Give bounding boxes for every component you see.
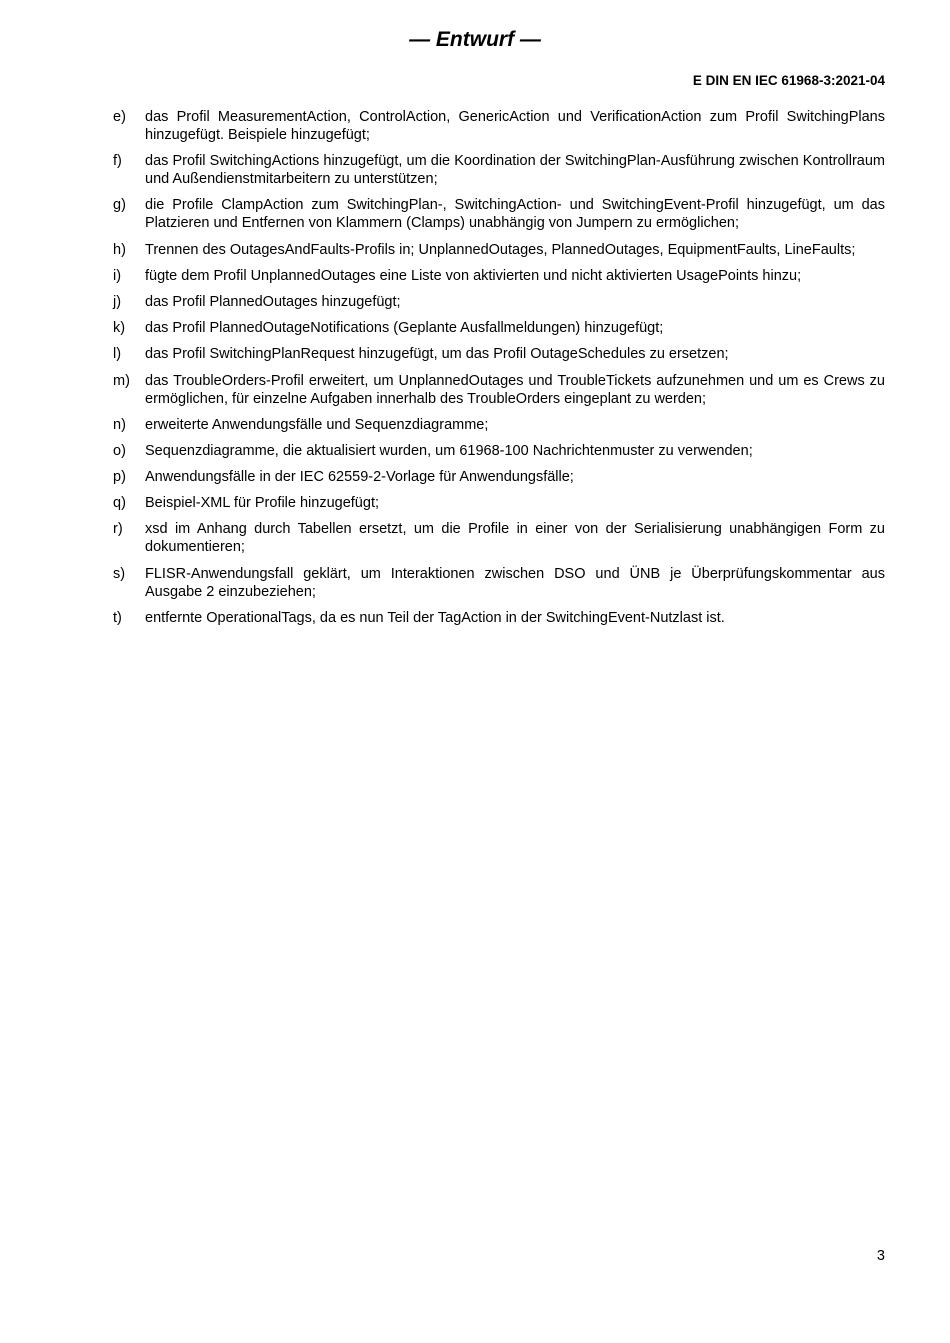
item-text: das Profil SwitchingPlanRequest hinzugefügt, um das Profil OutageSchedules zu ersetzen; (145, 346, 729, 363)
item-letter: j) (113, 293, 122, 310)
item-text: Sequenzdiagramme, die aktualisiert wurden, um 61968-100 Nachrichtenmuster zu verwenden; (145, 442, 753, 459)
list-item (113, 345, 885, 363)
list-item (113, 267, 885, 285)
item-letter: k) (113, 320, 126, 337)
item-text: FLISR-Anwendungsfall geklärt, um Interaktionen zwischen DSO und ÜNB je Überprüfungskommentar aus Ausgabe 2 einzubeziehen; (145, 565, 885, 600)
document-id: E DIN EN IEC 61968-3:2021-04 (692, 73, 885, 88)
item-letter: s) (113, 565, 126, 582)
list-item (113, 468, 885, 486)
list-item (113, 416, 885, 434)
item-text: entfernte OperationalTags, da es nun Teil der TagAction in der SwitchingEvent-Nutzlast ist. (145, 609, 725, 626)
item-letter: h) (113, 241, 126, 258)
list-item (113, 196, 885, 232)
item-letter: i) (113, 267, 122, 284)
list-item (113, 372, 885, 408)
item-text: Trennen des OutagesAndFaults-Profils in; UnplannedOutages, PlannedOutages, EquipmentFaults, LineFaults; (145, 241, 856, 258)
item-letter: r) (113, 521, 123, 538)
list-item (113, 442, 885, 460)
item-text: fügte dem Profil UnplannedOutages eine Liste von aktivierten und nicht aktivierten UsagePoints hinzu; (145, 267, 802, 284)
item-letter: e) (113, 109, 126, 125)
item-text: Anwendungsfälle in der IEC 62559-2-Vorlage für Anwendungsfälle; (145, 469, 574, 486)
item-letter: t) (113, 609, 122, 626)
draft-label: — Entwurf — (409, 28, 541, 51)
item-letter: m) (113, 372, 130, 389)
item-text: das Profil PlannedOutages hinzugefügt; (145, 293, 401, 310)
page-number: 3 (876, 1248, 885, 1264)
list-item (113, 152, 885, 188)
item-letter: g) (113, 197, 126, 214)
list-item (113, 494, 885, 512)
item-text: das TroubleOrders-Profil erweitert, um UnplannedOutages und TroubleTickets aufzunehmen und um es Crews zu ermöglichen, für einzelne Aufgaben innerhalb des TroubleOrders eingeplant zu werden; (145, 372, 885, 407)
list-item (113, 293, 885, 311)
item-letter: l) (113, 346, 122, 363)
item-text: das Profil SwitchingActions hinzugefügt, um die Koordination der SwitchingPlan-Ausführung zwischen Kontrollraum und Außendienstmitarbeitern zu unterstützen; (145, 153, 885, 188)
item-text: erweiterte Anwendungsfälle und Sequenzdiagramme; (145, 416, 489, 433)
item-letter: q) (113, 495, 126, 512)
item-letter: p) (113, 469, 126, 486)
list-item (113, 520, 885, 556)
item-text: das Profil PlannedOutageNotifications (Geplante Ausfallmeldungen) hinzugefügt; (145, 320, 664, 337)
list-item (113, 319, 885, 337)
list-item (113, 108, 885, 144)
item-letter: n) (113, 416, 126, 433)
list-item (113, 241, 885, 259)
item-text: xsd im Anhang durch Tabellen ersetzt, um die Profile in einer von der Serialisierung unabhängigen Form zu dokumentieren; (145, 521, 885, 556)
item-text: das Profil MeasurementAction, ControlAction, GenericAction und VerificationAction zum Profil SwitchingPlans hinzugefügt. Beispiele hinzugefügt; (145, 109, 885, 143)
change-list (113, 108, 885, 635)
list-item (113, 565, 885, 601)
item-text: Beispiel-XML für Profile hinzugefügt; (145, 495, 379, 512)
item-text: die Profile ClampAction zum SwitchingPlan-, SwitchingAction- und SwitchingEvent-Profil hinzugefügt, um das Platzieren und Entfernen von Klammern (Clamps) unabhängig von Jumpern zu ermöglichen; (145, 197, 885, 232)
item-letter: f) (113, 153, 122, 170)
list-item (113, 609, 885, 627)
item-letter: o) (113, 442, 126, 459)
